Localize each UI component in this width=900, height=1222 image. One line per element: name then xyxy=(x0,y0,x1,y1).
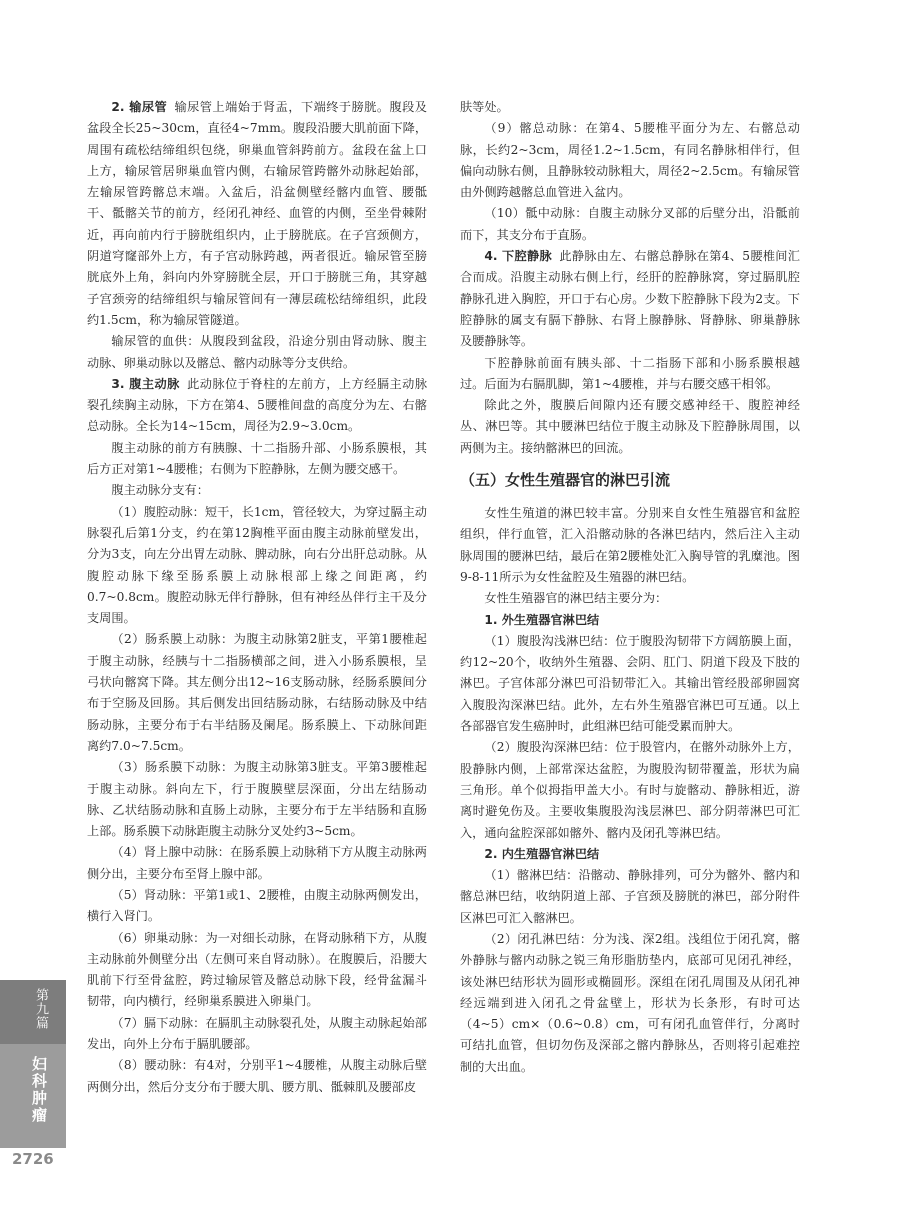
ureter-heading: 2. 输尿管 xyxy=(111,100,168,114)
lymph-intro: 女性生殖道的淋巴较丰富。分别来自女性生殖器官和盆腔组织，伴行血管，汇入沿髂动脉的各淋巴结内，然后注入主动脉周围的腰淋巴结，最后在第2腰椎处汇入胸导管的乳糜池。图9-8-11所示为女性盆腔及生殖器的淋巴结。 xyxy=(460,506,800,584)
ivc-heading: 4. 下腔静脉 xyxy=(484,249,553,264)
lymph-groups-intro: 女性生殖器官的淋巴结主要分为： xyxy=(484,591,668,606)
page-number: 2726 xyxy=(12,1150,54,1168)
chapter-side-tab xyxy=(0,980,66,1148)
continuation-text: 肤等处。 xyxy=(460,100,509,114)
aorta-heading: 3. 腹主动脉 xyxy=(111,376,180,391)
right-column xyxy=(460,97,800,1078)
chapter-label: 第九篇 xyxy=(33,988,48,1030)
external-item-2: （2）腹股沟深淋巴结：位于股管内，在髂外动脉外上方，股静脉内侧，上部常深达盆腔，为腹股沟韧带覆盖，形状为扁三角形。单个似拇指甲盖大小。有时与旋髂动、静脉相近，游离时避免伤及。主要收集腹股沟浅层淋巴、部分阴蒂淋巴可汇入，通向盆腔深部如髂外、髂内及闭孔等淋巴结。 xyxy=(460,740,800,840)
external-item-1: （1）腹股沟浅淋巴结：位于腹股沟韧带下方阔筋膜上面，约12~20个，收纳外生殖器、会阴、肛门、阴道下段及下肢的淋巴。子宫体部分淋巴可沿韧带汇入。其输出管经股部卵圆窝入腹股沟深淋巴结。此外，左右外生殖器官淋巴可互通。以上各部器官发生癌肿时，此组淋巴结可能受累而肿大。 xyxy=(460,633,800,734)
aorta-relations: 腹主动脉的前方有胰腺、十二指肠升部、小肠系膜根，其后方正对第1~4腰椎；右侧为下腔静脉，左侧为腰交感干。 xyxy=(87,440,427,477)
retroperitoneal-other: 除此之外，腹膜后间隙内还有腰交感神经干、腹腔神经丛、淋巴等。其中腰淋巴结位于腹主动脉及下腔静脉周围，以两侧为主。接纳髂淋巴的回流。 xyxy=(460,398,800,455)
branch-item-4: （4）肾上腺中动脉：在肠系膜上动脉稍下方从腹主动脉两侧分出，主要分布至肾上腺中部。 xyxy=(87,845,427,881)
aorta-branches-intro: 腹主动脉分支有： xyxy=(111,483,209,498)
ureter-text: 输尿管上端始于肾盂，下端终于膀胱。腹段及盆段全长25~30cm，直径4~7mm。腹段沿腰大肌前面下降，周围有疏松结缔组织包绕，卵巢血管斜跨前方。盆段在盆上口上方，输尿管居卵巢血管内侧，右输尿管跨髂外动脉起始部，左输尿管跨髂总末端。入盆后，沿盆侧壁经髂内血管、腰骶干、骶髂关节的前方，经闭孔神经、血管的内侧，至坐骨棘附近，再向前内行于膀胱组织内，止于膀胱底。在子宫颈侧方，阴道穹窿部外上方，有子宫动脉跨越，两者很近。输尿管至膀胱底外上角，斜向内外穿膀胱全层，开口于膀胱三角，其穿越子宫颈旁的结缔组织与输尿管间有一薄层疏松结缔组织，此段约1.5cm，称为输尿管隧道。 xyxy=(87,100,428,327)
branch-item-8: （8）腰动脉：有4对，分别平1~4腰椎，从腹主动脉后壁两侧分出，然后分支分布于腰大肌、腰方肌、骶棘肌及腰部皮 xyxy=(87,1058,427,1094)
section-heading: （五）女性生殖器官的淋巴引流 xyxy=(460,471,671,490)
ivc-text: 此静脉由左、右髂总静脉在第4、5腰椎间汇合而成。沿腹主动脉右侧上行，经肝的腔静脉窝，穿过膈肌腔静脉孔进入胸腔，开口于右心房。少数下腔静脉下段为2支。下腔静脉的属支有膈下静脉、右肾上腺静脉、肾静脉、卵巢静脉及腰静脉等。 xyxy=(460,249,800,349)
branch-item-9: （9）髂总动脉：在第4、5腰椎平面分为左、右髂总动脉，长约2~3cm，周径1.2~1.5cm，有同名静脉相伴行，但偏向动脉右侧，且静脉较动脉粗大，周径2~2.5cm。有输尿管由外侧跨越髂总血管进入盆内。 xyxy=(460,121,800,200)
aorta-paragraph xyxy=(87,374,427,438)
branch-item-3: （3）肠系膜下动脉：为腹主动脉第3脏支。平第3腰椎起于腹主动脉。斜向左下，行于腹膜壁层深面，分出左结肠动脉、乙状结肠动脉和直肠上动脉，主要分布于左半结肠和直肠上部。肠系膜下动脉距腹主动脉分叉处约3~5cm。 xyxy=(87,760,427,839)
left-column xyxy=(87,97,427,1098)
branch-item-6: （6）卵巢动脉：为一对细长动脉，在肾动脉稍下方，从腹主动脉前外侧壁分出（左侧可来自肾动脉）。在腹膜后，沿腰大肌前下行至骨盆腔，跨过输尿管及髂总动脉下段，经骨盆漏斗韧带，向内横行，经卵巢系膜进入卵巢门。 xyxy=(87,930,427,1009)
ivc-paragraph xyxy=(460,246,800,352)
branch-item-5: （5）肾动脉：平第1或1、2腰椎，由腹主动脉两侧发出，横行入肾门。 xyxy=(87,887,427,924)
branch-item-2: （2）肠系膜上动脉：为腹主动脉第2脏支，平第1腰椎起于腹主动脉，经胰与十二指肠横部之间，进入小肠系膜根，呈弓状向髂窝下降。其左侧分出12~16支肠动脉，经肠系膜间分布于空肠及回肠。其后侧发出回结肠动脉，右结肠动脉及中结肠动脉，主要分布于右半结肠及阑尾。肠系膜上、下动脉间距离约7.0~7.5cm。 xyxy=(87,632,427,753)
ureter-blood-supply: 输尿管的血供：从腹段到盆段，沿途分别由肾动脉、腹主动脉、卵巢动脉以及髂总、髂内动脉等分支供给。 xyxy=(87,334,427,370)
ivc-relations: 下腔静脉前面有胰头部、十二指肠下部和小肠系膜根越过。后面为右膈肌脚，第1~4腰椎，并与右腰交感干相邻。 xyxy=(460,355,800,391)
branch-item-10: （10）骶中动脉：自腹主动脉分叉部的后壁分出，沿骶前而下，其支分布于直肠。 xyxy=(460,206,800,242)
external-genital-heading: 1. 外生殖器官淋巴结 xyxy=(484,612,600,627)
chapter-tab-top xyxy=(0,980,66,1044)
branch-item-7: （7）膈下动脉：在膈肌主动脉裂孔处，从腹主动脉起始部发出，向外上分布于膈肌腰部。 xyxy=(87,1015,427,1052)
section-label: 妇科肿瘤 xyxy=(30,1056,48,1124)
internal-item-1: （1）髂淋巴结：沿髂动、静脉排列，可分为髂外、髂内和髂总淋巴结，收纳阴道上部、子宫颈及膀胱的淋巴，部分附件区淋巴可汇入髂淋巴。 xyxy=(460,868,800,925)
branch-item-1: （1）腹腔动脉：短干，长1cm，管径较大，为穿过膈主动脉裂孔后第1分支，约在第12胸椎平面由腹主动脉前壁发出，分为3支，向左分出胃左动脉、脾动脉，向右分出肝总动脉。从腹腔动脉下缘至肠系膜上动脉根部上缘之间距离，约0.7~0.8cm。腹腔动脉无伴行静脉，但有神经丛伴行主干及分支周围。 xyxy=(87,504,427,626)
ureter-paragraph xyxy=(87,97,427,331)
internal-genital-heading: 2. 内生殖器官淋巴结 xyxy=(484,846,600,861)
internal-item-2: （2）闭孔淋巴结：分为浅、深2组。浅组位于闭孔窝，髂外静脉与髂内动脉之锐三角形脂肪垫内，底部可见闭孔神经，该处淋巴结形状为圆形或椭圆形。深组在闭孔周围及从闭孔神经远端到进入闭孔之骨盆壁上，形状为长条形，有时可达（4~5）cm×（0.6~0.8）cm，可有闭孔血管伴行，分离时可结扎血管，但切勿伤及深部之髂内静脉丛，否则将引起难控制的大出血。 xyxy=(460,931,800,1074)
aorta-text: 此动脉位于脊柱的左前方，上方经膈主动脉裂孔续胸主动脉，下方在第4、5腰椎间盘的高度分为左、右髂总动脉。全长为14~15cm，周径为2.9~3.0cm。 xyxy=(87,376,428,434)
